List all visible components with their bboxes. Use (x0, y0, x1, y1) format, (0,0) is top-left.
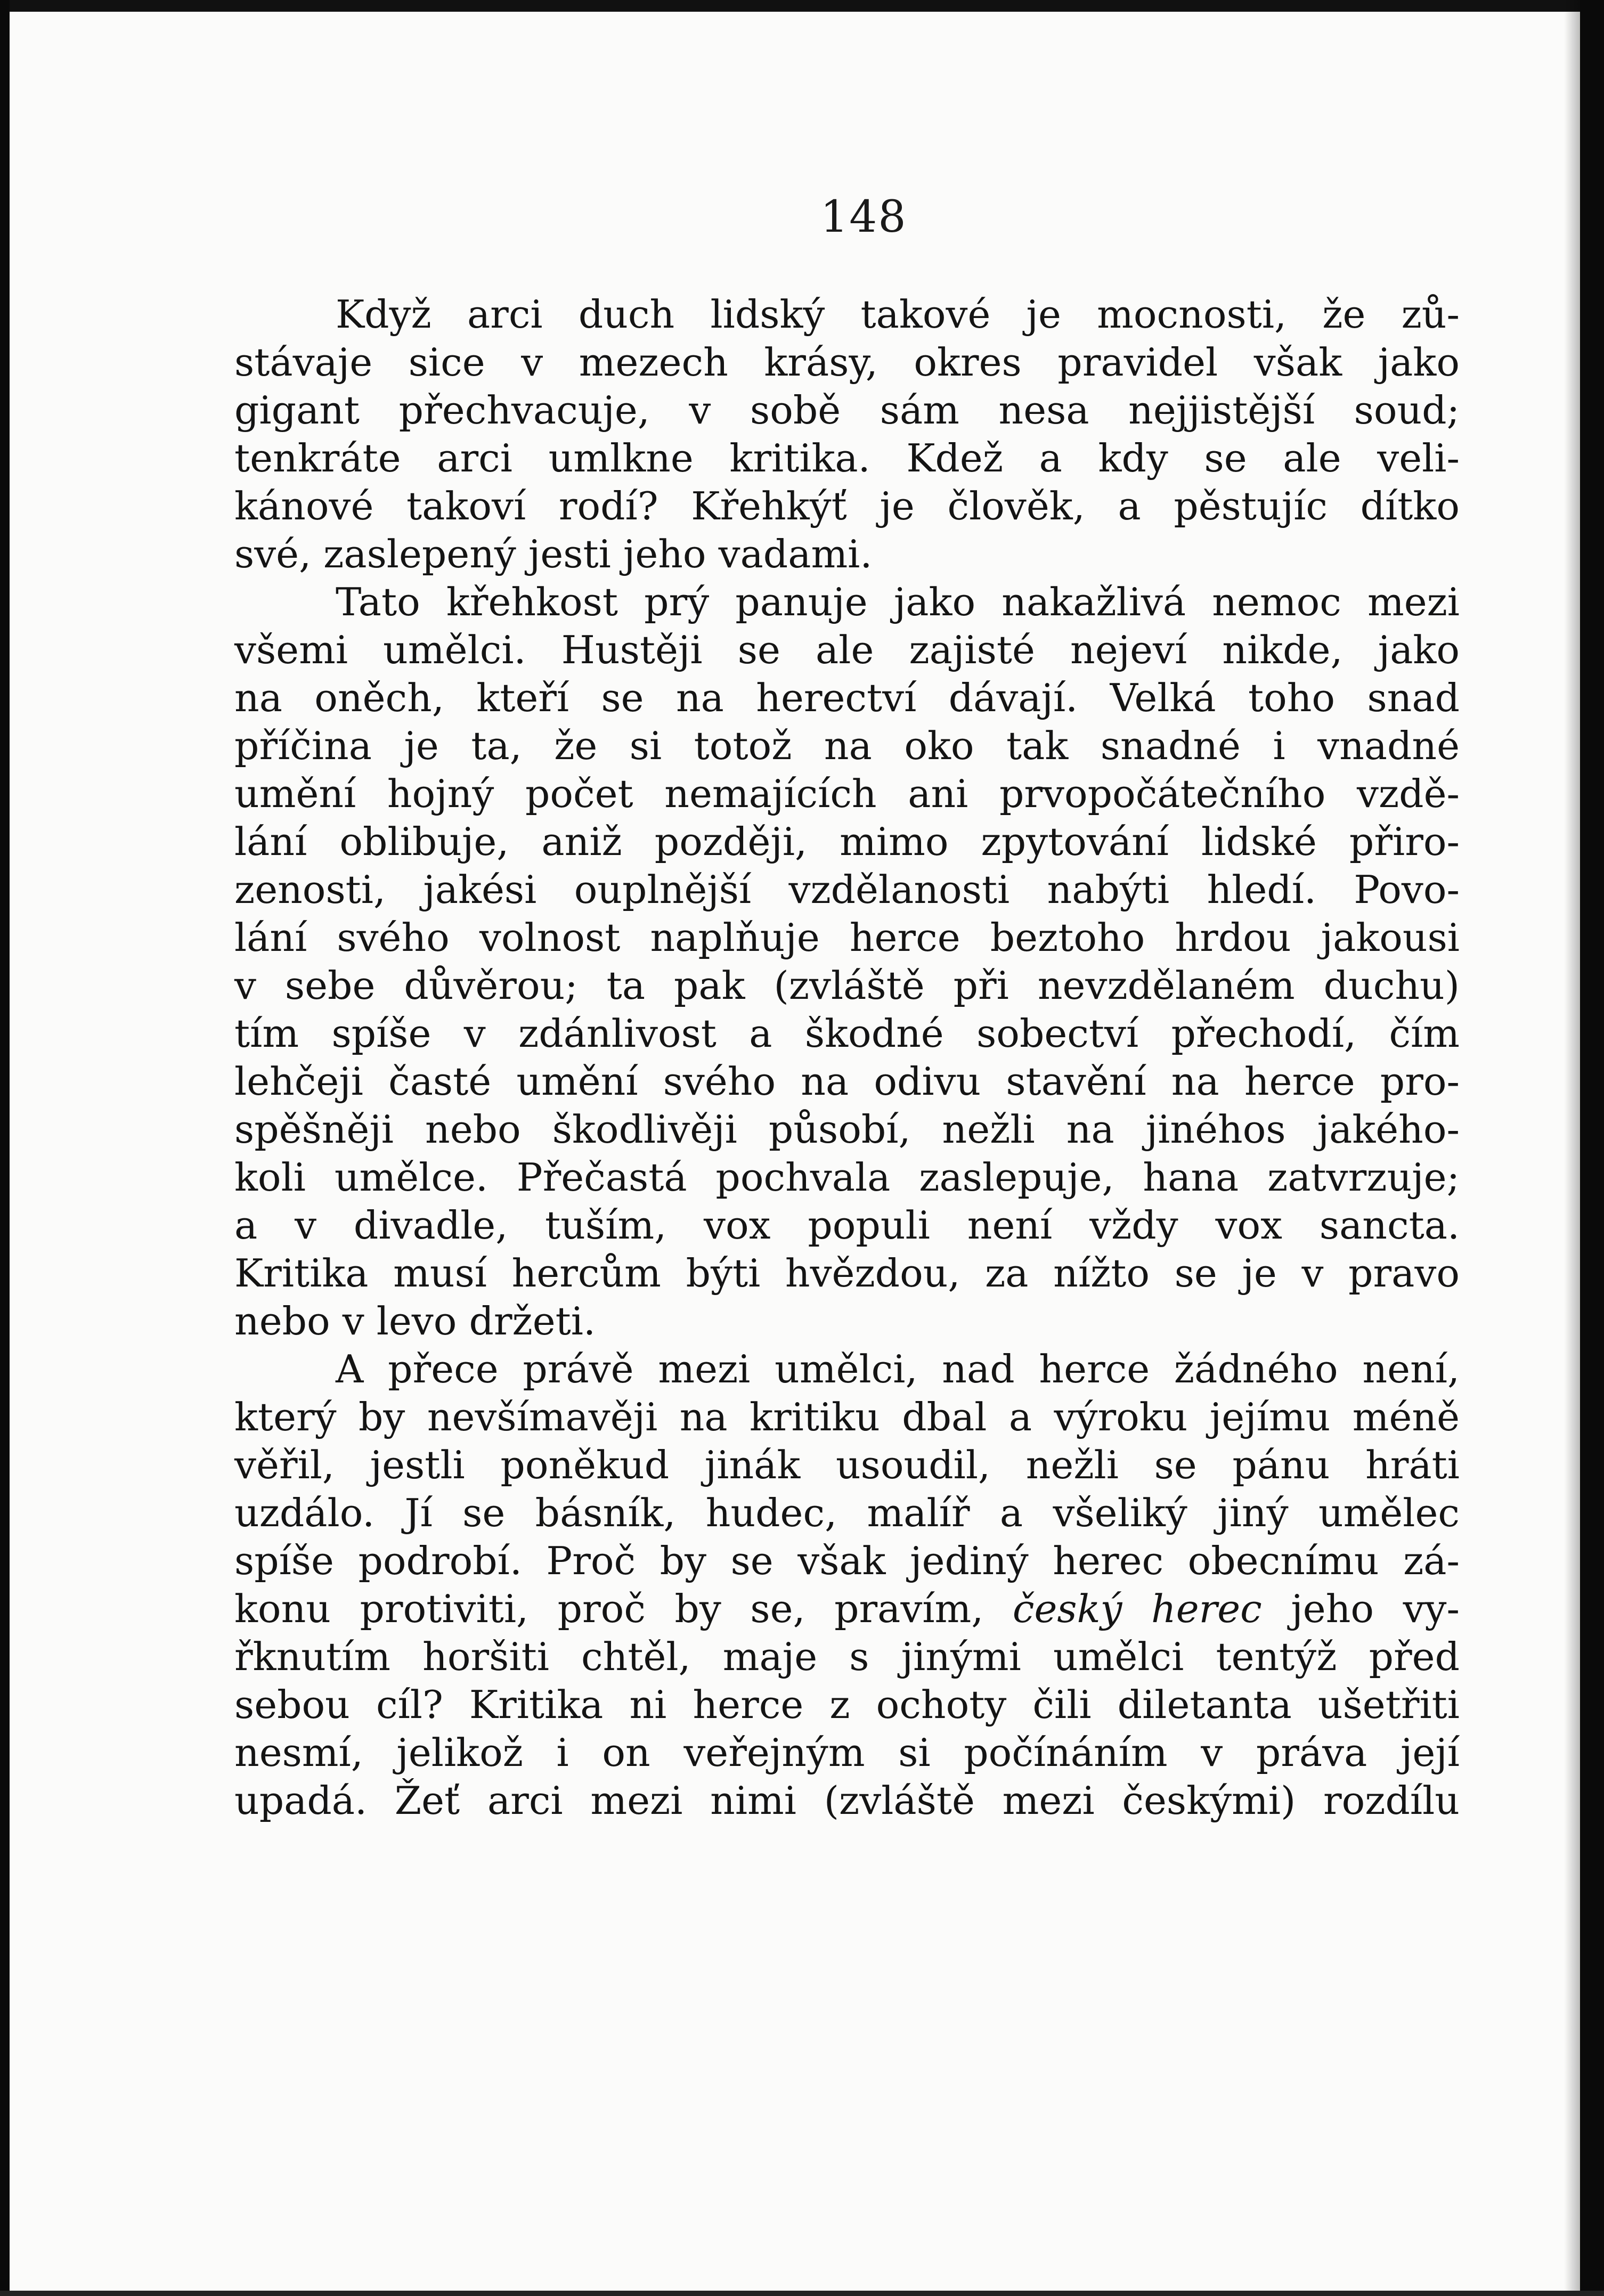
scan-shadow-right (1564, 0, 1580, 2296)
text-line: v sebe důvěrou; ta pak (zvláště při nevzdělaném duchu) (234, 964, 1460, 1008)
text-line: který by nevšímavěji na kritiku dbal a výroku jejímu méně (234, 1395, 1460, 1440)
scan-edge-right (1580, 0, 1604, 2296)
text-line: zenosti, jakési ouplnější vzdělanosti nabýti hledí. Povo- (234, 868, 1460, 913)
text-line: lání svého volnost naplňuje herce beztoho hrdou jakousi (234, 916, 1460, 960)
text-line: příčina je ta, že si totož na oko tak snadné i vnadné (234, 724, 1460, 769)
text-line: lání oblibuje, aniž později, mimo zpytování lidské přiro- (234, 820, 1460, 865)
text-line: na oněch, kteří se na herectví dávají. Velká toho snad (234, 676, 1460, 721)
text-line: kánové takoví rodí? Křehkýť je člověk, a pěstujíc dítko (234, 484, 1460, 529)
text-line: lehčeji časté umění svého na odivu stavění na herce pro- (234, 1060, 1460, 1104)
text-line: stávaje sice v mezech krásy, okres pravidel však jako (234, 340, 1460, 385)
text-line: všemi umělci. Hustěji se ale zajisté nejeví nikde, jako (234, 628, 1460, 673)
text-line: tím spíše v zdánlivost a škodné sobectví přechodí, čím (234, 1012, 1460, 1056)
text-line: gigant přechvacuje, v sobě sám nesa nejjistější soud; (234, 388, 1460, 433)
text-line: Když arci duch lidský takové je mocnosti, že zů- (336, 292, 1460, 337)
scan-edge-top (0, 0, 1604, 12)
text-line: upadá. Žeť arci mezi nimi (zvláště mezi českými) rozdílu (234, 1779, 1460, 1823)
text-segment: jeho vy- (1291, 1587, 1460, 1632)
scan-edge-bottom (0, 2291, 1604, 2296)
text-line: nesmí, jelikož i on veřejným si počínáním v práva její (234, 1731, 1460, 1776)
text-line: sebou cíl? Kritika ni herce z ochoty čili diletanta ušetřiti (234, 1683, 1460, 1728)
text-line: nebo v levo držeti. (234, 1299, 596, 1344)
text-line: A přece právě mezi umělci, nad herce žádného není, (336, 1347, 1460, 1392)
page-number: 148 (820, 192, 907, 242)
text-line-with-italic (234, 1585, 1460, 1633)
text-line: řknutím horšiti chtěl, maje s jinými umělci tentýž před (234, 1635, 1460, 1680)
italic-phrase: český herec (1012, 1587, 1262, 1632)
text-line: a v divadle, tuším, vox populi není vždy vox sancta. (234, 1203, 1460, 1248)
text-line: tenkráte arci umlkne kritika. Kdež a kdy se ale veli- (234, 436, 1460, 481)
text-line: koli umělce. Přečastá pochvala zaslepuje, hana zatvrzuje; (234, 1155, 1460, 1200)
text-line: umění hojný počet nemajících ani prvopočátečního vzdě- (234, 772, 1460, 817)
text-line: své, zaslepený jesti jeho vadami. (234, 532, 873, 577)
text-line: spěšněji nebo škodlivěji působí, nežli na jinéhos jakého- (234, 1108, 1460, 1152)
text-line: Kritika musí hercům býti hvězdou, za nížto se je v pravo (234, 1251, 1460, 1296)
text-line: spíše podrobí. Proč by se však jediný herec obecnímu zá- (234, 1539, 1460, 1584)
scan-edge-left (0, 0, 10, 2296)
text-line: uzdálo. Jí se básník, hudec, malíř a všeliký jiný umělec (234, 1491, 1460, 1536)
text-line: Tato křehkost prý panuje jako nakažlivá nemoc mezi (336, 580, 1460, 625)
text-line: věřil, jestli poněkud jinák usoudil, nežli se pánu hráti (234, 1443, 1460, 1488)
text-segment: konu protiviti, proč by se, pravím, (234, 1587, 984, 1632)
body-text (234, 291, 1460, 1825)
